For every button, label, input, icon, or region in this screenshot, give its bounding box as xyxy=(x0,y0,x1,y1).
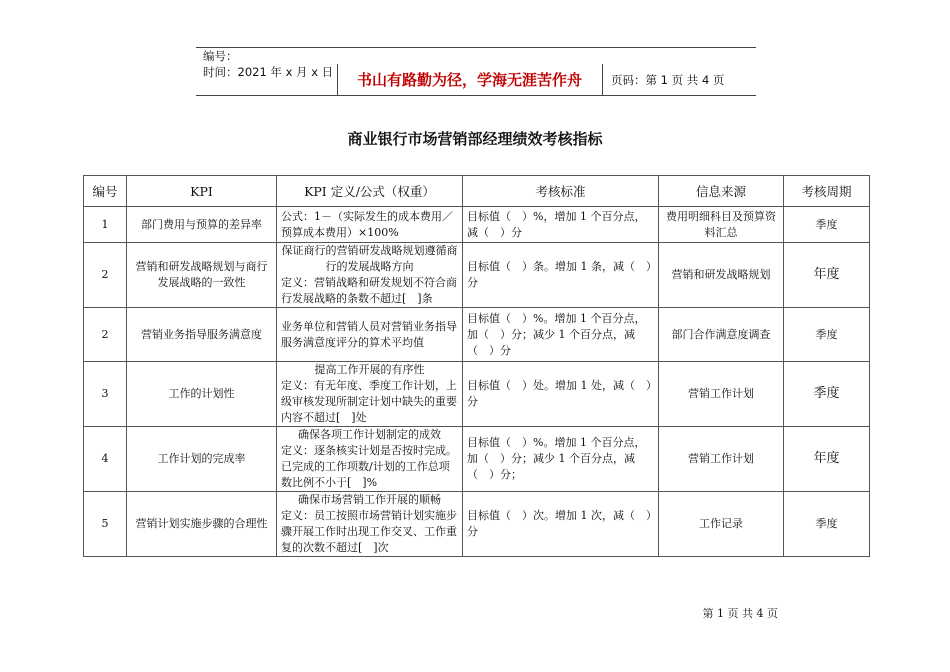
cell-number: 3 xyxy=(84,362,127,427)
table-header-row xyxy=(84,176,870,207)
cell-source: 营销工作计划 xyxy=(659,362,784,427)
cell-period: 季度 xyxy=(784,308,870,362)
cell-definition xyxy=(277,308,463,362)
definition-line: 定义：有无年度、季度工作计划，上级审核发现所制定计划中缺失的重要内容不超过[ ]处 xyxy=(281,379,457,424)
definition-line: 业务单位和营销人员对营销业务指导服务满意度评分的算术平均值 xyxy=(281,319,457,349)
header-divider-right xyxy=(602,64,603,95)
cell-definition xyxy=(277,243,463,308)
cell-source: 营销和研发战略规划 xyxy=(659,243,784,308)
cell-kpi: 营销计划实施步骤的合理性 xyxy=(127,492,277,557)
definition-purpose: 确保市场营销工作开展的顺畅 xyxy=(298,493,441,506)
cell-kpi: 营销业务指导服务满意度 xyxy=(127,308,277,362)
definition-line: 定义：逐条核实计划是否按时完成。已完成的工作项数/计划的工作总项数比例不小于[ ]% xyxy=(281,444,457,489)
cell-number: 4 xyxy=(84,427,127,492)
cell-number: 5 xyxy=(84,492,127,557)
document-date: 时间：2021 年 x 月 x 日 xyxy=(203,65,334,79)
cell-period: 年度 xyxy=(784,427,870,492)
definition-line: 定义：员工按照市场营销计划实施步骤开展工作时出现工作交叉、工作重复的次数不超过[ ]次 xyxy=(281,509,457,554)
column-header-number: 编号 xyxy=(84,176,127,207)
cell-period: 季度 xyxy=(784,362,870,427)
column-header-definition: KPI 定义/公式（权重） xyxy=(277,176,463,207)
cell-source: 营销工作计划 xyxy=(659,427,784,492)
cell-period: 年度 xyxy=(784,243,870,308)
cell-definition xyxy=(277,207,463,243)
standard-line: 目标值（ ）%。增加 1 个百分点，加（ ）分；减少 1 个百分点，减（ ）分 xyxy=(467,311,646,357)
cell-kpi: 部门费用与预算的差异率 xyxy=(127,207,277,243)
definition-purpose: 保证商行的营销研发战略规划遵循商行的发展战略方向 xyxy=(281,244,458,273)
cell-kpi: 工作的计划性 xyxy=(127,362,277,427)
cell-kpi: 营销和研发战略规划与商行发展战略的一致性 xyxy=(127,243,277,308)
table-row xyxy=(84,492,870,557)
table-row xyxy=(84,362,870,427)
cell-number: 2 xyxy=(84,308,127,362)
header-bottom-rule xyxy=(196,95,756,96)
cell-definition xyxy=(277,427,463,492)
cell-number: 2 xyxy=(84,243,127,308)
column-header-source: 信息来源 xyxy=(659,176,784,207)
cell-number: 1 xyxy=(84,207,127,243)
cell-standard xyxy=(463,308,659,362)
table-row xyxy=(84,427,870,492)
header-meta xyxy=(203,48,333,80)
column-header-period: 考核周期 xyxy=(784,176,870,207)
cell-source: 工作记录 xyxy=(659,492,784,557)
page-footer: 第 1 页 共 4 页 xyxy=(702,607,778,620)
definition-line: 定义：营销战略和研发规划不符合商行发展战略的条数不超过[ ]条 xyxy=(281,276,457,305)
cell-kpi: 工作计划的完成率 xyxy=(127,427,277,492)
cell-definition xyxy=(277,362,463,427)
standard-line: 目标值（ ）%。增加 1 个百分点，加（ ）分；减少 1 个百分点，减（ ）分； xyxy=(467,436,646,481)
column-header-standard: 考核标准 xyxy=(463,176,659,207)
cell-standard xyxy=(463,243,659,308)
table-row xyxy=(84,308,870,362)
definition-line: 公式：1－（实际发生的成本费用／预算成本费用）×100% xyxy=(281,209,453,239)
cell-standard xyxy=(463,207,659,243)
document-number-label: 编号： xyxy=(203,49,238,63)
header-motto: 书山有路勤为径，学海无涯苦作舟 xyxy=(356,71,582,89)
cell-source: 部门合作满意度调查 xyxy=(659,308,784,362)
standard-line: 目标值（ ）处。增加 1 处，减（ ）分 xyxy=(467,379,652,408)
kpi-table xyxy=(83,175,870,557)
standard-line: 目标值（ ）%，增加 1 个百分点，减（ ）分 xyxy=(467,209,646,239)
standard-line: 目标值（ ）次。增加 1 次，减（ ）分 xyxy=(467,509,652,538)
header-page-info: 页码：第 1 页 共 4 页 xyxy=(611,72,725,87)
definition-purpose: 确保各项工作计划制定的成效 xyxy=(298,428,441,441)
cell-definition xyxy=(277,492,463,557)
page-title: 商业银行市场营销部经理绩效考核指标 xyxy=(347,130,603,148)
cell-standard xyxy=(463,492,659,557)
cell-period: 季度 xyxy=(784,207,870,243)
column-header-kpi: KPI xyxy=(127,176,277,207)
table-row xyxy=(84,207,870,243)
cell-source: 费用明细科目及预算资料汇总 xyxy=(659,207,784,243)
cell-standard xyxy=(463,362,659,427)
definition-purpose: 提高工作开展的有序性 xyxy=(314,363,425,376)
standard-line: 目标值（ ）条。增加 1 条，减（ ）分 xyxy=(467,260,652,289)
table-row xyxy=(84,243,870,308)
cell-period: 季度 xyxy=(784,492,870,557)
cell-standard xyxy=(463,427,659,492)
